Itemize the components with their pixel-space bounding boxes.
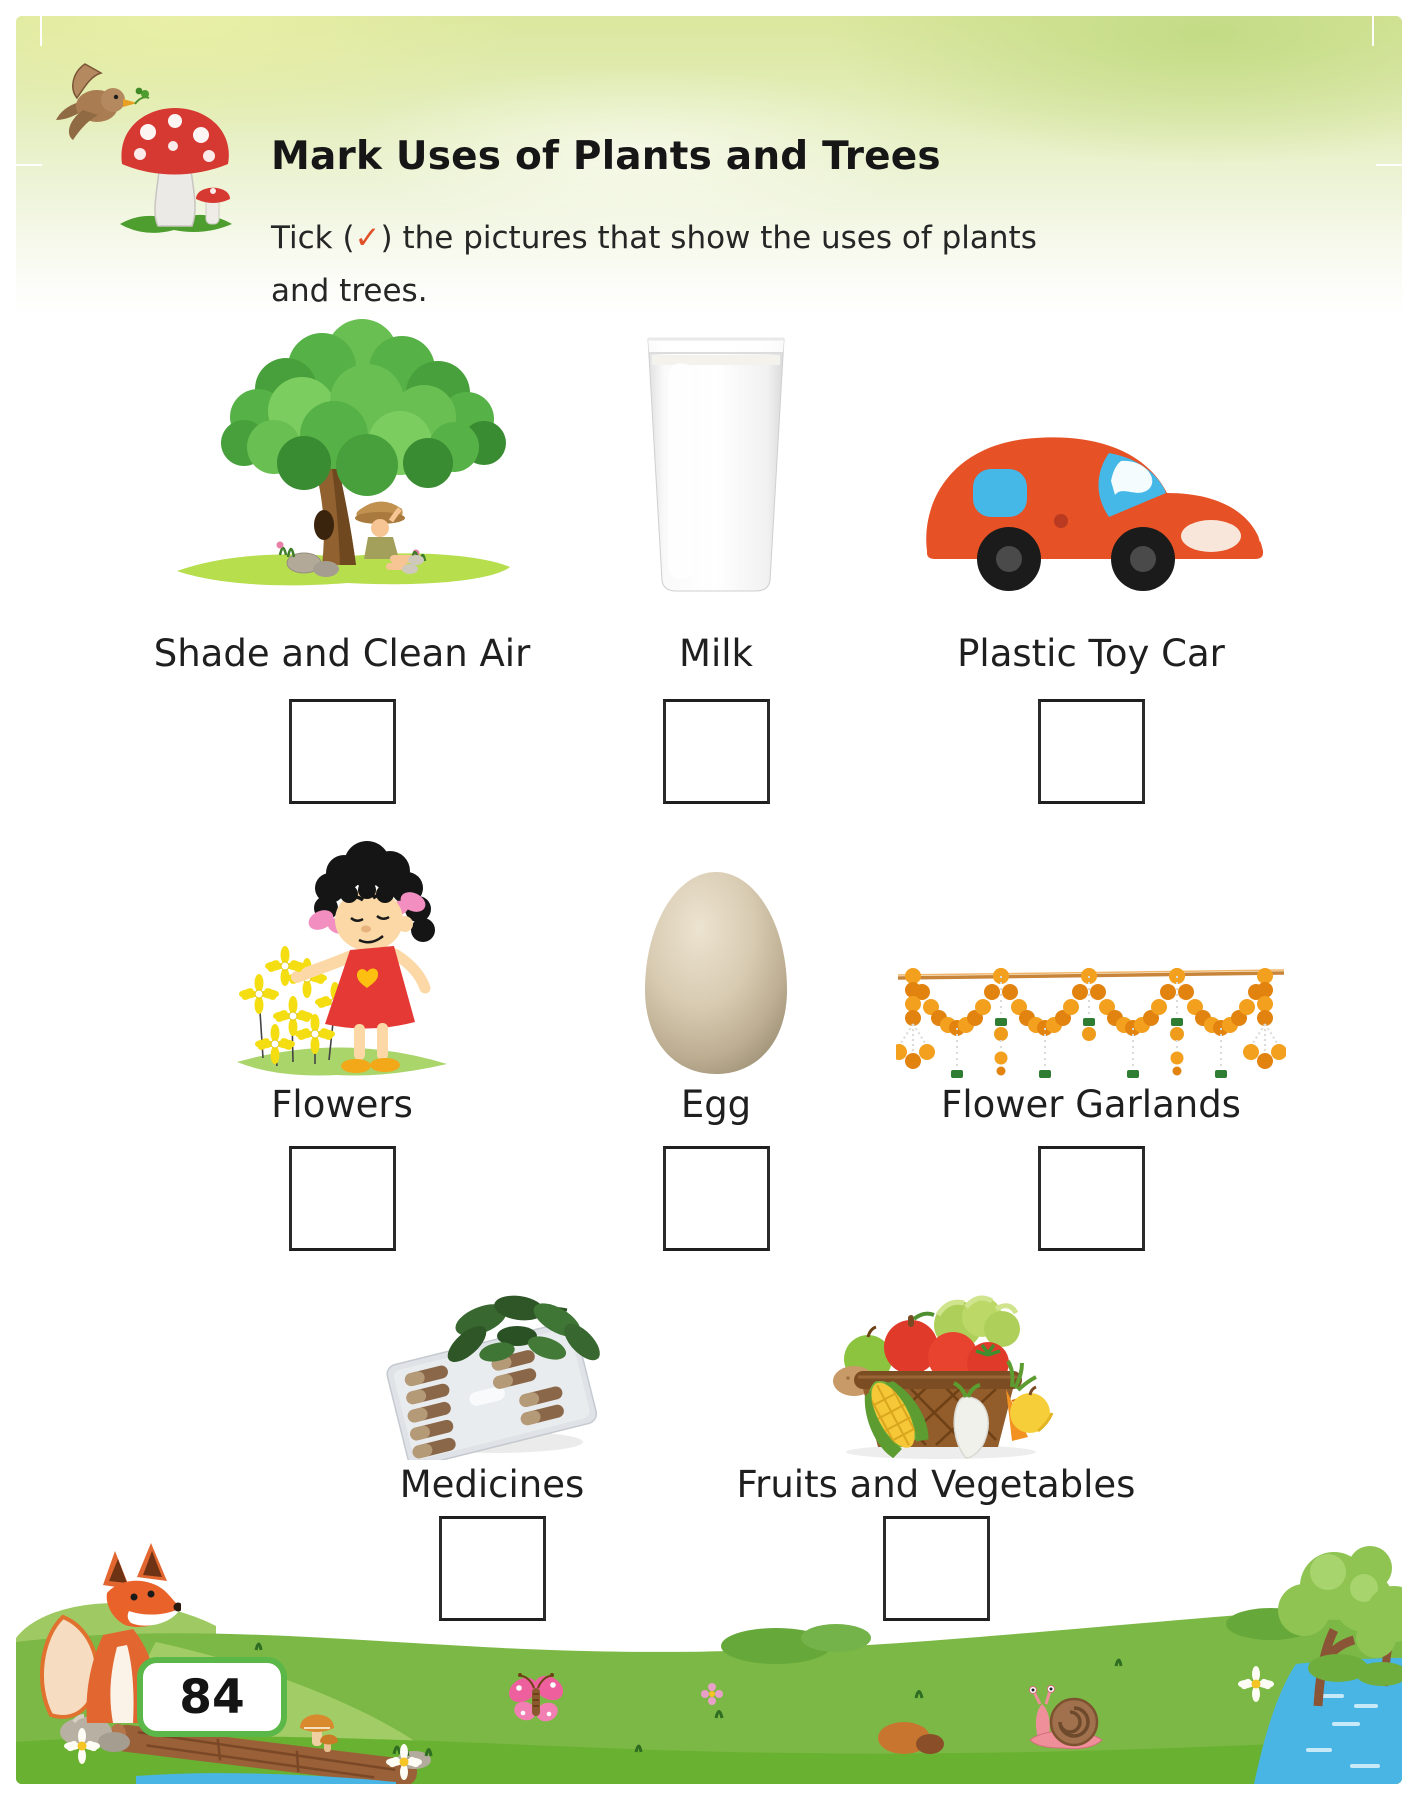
checkbox-flowers[interactable] xyxy=(289,1146,396,1251)
tree-with-child-illustration xyxy=(162,313,522,595)
checkbox-shade-and-clean-air[interactable] xyxy=(289,699,396,804)
activity-item-flower-garlands xyxy=(881,826,1301,1251)
instruction-line2: and trees. xyxy=(271,273,428,309)
activity-item-flowers xyxy=(132,826,552,1251)
glass-of-milk-illustration xyxy=(638,313,794,595)
instruction-text xyxy=(271,212,1171,318)
tick-symbol: ✓ xyxy=(354,220,381,256)
page-title: Mark Uses of Plants and Trees xyxy=(271,134,941,179)
activity-item-egg xyxy=(506,826,926,1251)
mushroom-icon xyxy=(112,102,240,240)
vegetable-basket-illustration xyxy=(816,1290,1056,1460)
instruction-prefix: Tick ( xyxy=(271,220,355,256)
girl-smelling-flowers-illustration xyxy=(217,826,467,1078)
item-label: Egg xyxy=(680,1083,752,1126)
item-label: Fruits and Vegetables xyxy=(736,1463,1136,1506)
crop-mark xyxy=(16,164,42,166)
item-label: Flower Garlands xyxy=(941,1083,1241,1126)
marigold-garland-illustration xyxy=(896,826,1286,1078)
crop-mark xyxy=(40,16,42,46)
toy-car-illustration xyxy=(911,313,1271,595)
page-number: 84 xyxy=(179,1669,245,1725)
egg-illustration xyxy=(641,826,791,1078)
crop-mark xyxy=(1376,164,1402,166)
item-label: Plastic Toy Car xyxy=(957,632,1225,675)
herbal-capsules-illustration xyxy=(377,1290,607,1460)
activity-item-milk xyxy=(506,313,926,804)
item-label: Flowers xyxy=(271,1083,413,1126)
activity-item-plastic-toy-car xyxy=(881,313,1301,804)
checkbox-flower-garlands[interactable] xyxy=(1038,1146,1145,1251)
activity-item-shade-and-clean-air xyxy=(132,313,552,804)
checkbox-plastic-toy-car[interactable] xyxy=(1038,699,1145,804)
header-band xyxy=(16,16,1402,316)
crop-mark xyxy=(1372,16,1374,46)
item-label: Milk xyxy=(679,632,753,675)
checkbox-milk[interactable] xyxy=(663,699,770,804)
item-label: Shade and Clean Air xyxy=(153,632,531,675)
instruction-line1: ) the pictures that show the uses of plants xyxy=(380,220,1037,256)
checkbox-egg[interactable] xyxy=(663,1146,770,1251)
worksheet-page xyxy=(16,16,1402,1784)
page-number-badge xyxy=(137,1657,287,1737)
butterfly-icon xyxy=(505,1668,567,1732)
item-label: Medicines xyxy=(399,1463,585,1506)
